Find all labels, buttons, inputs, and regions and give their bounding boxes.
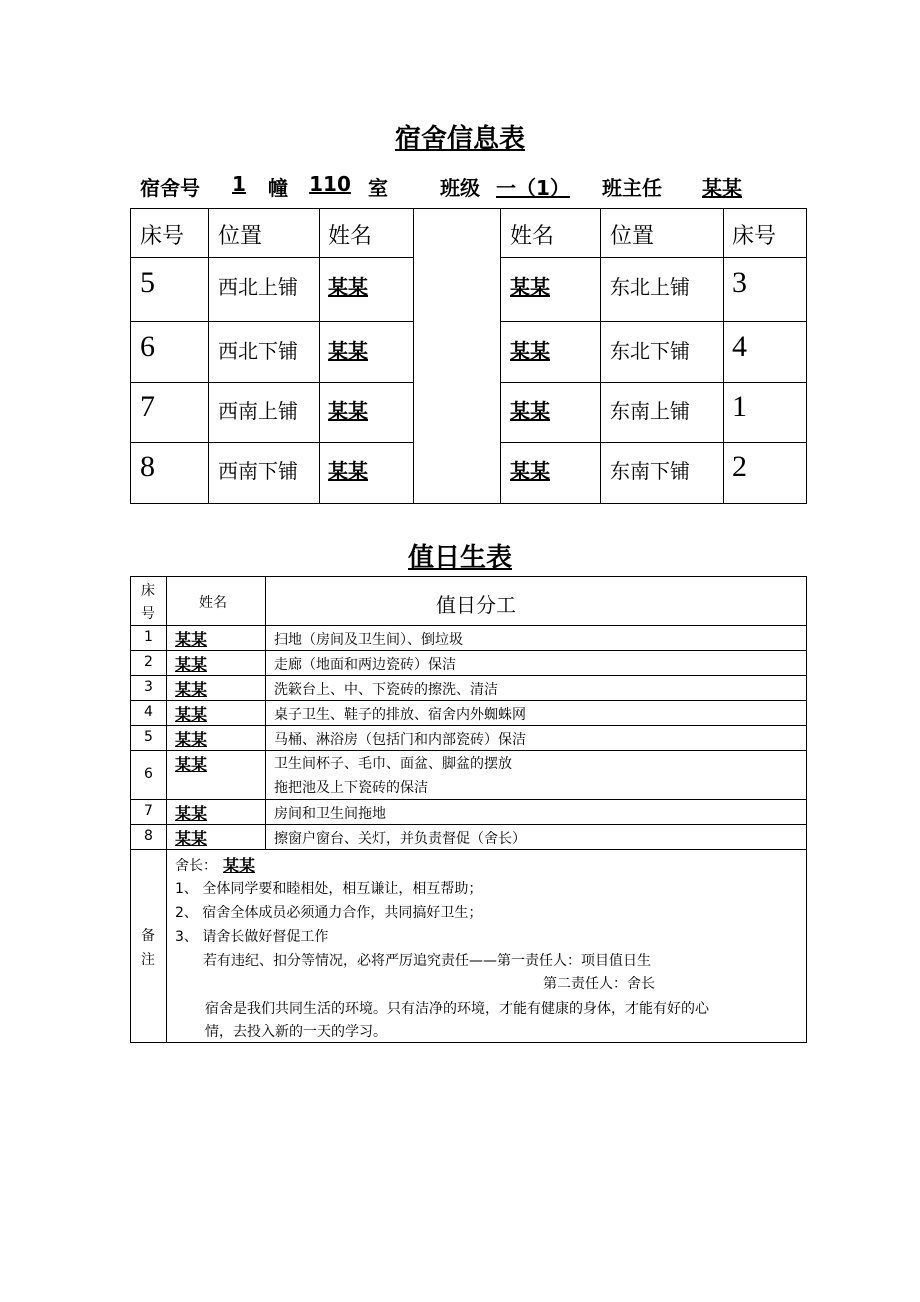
dorm-info-line	[140, 172, 820, 202]
header-position-right: 位置	[610, 224, 655, 249]
right-position-0: 东北上铺	[610, 275, 690, 299]
teacher-name: 某某	[702, 176, 742, 200]
duty-header-task: 值日分工	[436, 593, 516, 617]
left-bed-7: 7	[140, 390, 155, 423]
notes-label-2: 注	[141, 952, 155, 968]
left-name-1: 某某	[328, 339, 368, 363]
notes-line-5: 第二责任人：舍长	[543, 976, 655, 992]
room-number: 110	[309, 172, 351, 196]
header-bed-right: 床号	[732, 224, 777, 249]
duty-header-name: 姓名	[199, 595, 227, 611]
room-label: 宿舍号	[140, 176, 200, 200]
duty-bed: 8	[144, 828, 153, 844]
duty-bed: 3	[144, 679, 153, 695]
right-name-3: 某某	[510, 459, 550, 483]
notes-leader-name: 某某	[223, 856, 256, 875]
left-bed-6: 6	[140, 330, 155, 363]
duty-task: 走廊（地面和两边瓷砖）保洁	[274, 657, 456, 673]
duty-name: 某某	[175, 655, 208, 674]
class-label: 班级	[440, 176, 480, 200]
notes-line-2: 2、 宿舍全体成员必须通力合作，共同搞好卫生；	[175, 905, 483, 921]
right-bed-4: 4	[732, 330, 747, 363]
duty-bed: 6	[144, 766, 153, 782]
duty-bed: 5	[144, 729, 153, 745]
duty-task: 卫生间杯子、毛巾、面盆、脚盆的摆放	[274, 756, 512, 772]
right-name-1: 某某	[510, 339, 550, 363]
right-position-2: 东南上铺	[610, 399, 690, 423]
notes-line-1: 1、 全体同学要和睦相处，相互谦让，相互帮助；	[175, 881, 483, 897]
header-name-left: 姓名	[328, 224, 373, 249]
notes-line-4: 若有违纪、扣分等情况，必将严厉追究责任——第一责任人：项目值日生	[203, 953, 651, 969]
notes-line-3: 3、 请舍长做好督促工作	[175, 929, 329, 945]
left-bed-8: 8	[140, 450, 155, 483]
right-bed-3: 3	[732, 266, 747, 299]
left-position-1: 西北下铺	[218, 339, 298, 363]
duty-name: 某某	[175, 804, 208, 823]
duty-bed: 1	[144, 629, 153, 645]
left-name-2: 某某	[328, 399, 368, 423]
duty-name: 某某	[175, 680, 208, 699]
duty-task-line2: 拖把池及上下瓷砖的保洁	[274, 780, 428, 796]
duty-bed: 4	[144, 704, 153, 720]
right-name-0: 某某	[510, 275, 550, 299]
duty-task: 擦窗户窗台、关灯，并负责督促（舍长）	[274, 831, 526, 847]
left-position-0: 西北上铺	[218, 275, 298, 299]
right-bed-2: 2	[732, 450, 747, 483]
duty-task: 扫地（房间及卫生间）、倒垃圾	[274, 632, 463, 648]
header-name-right: 姓名	[510, 224, 555, 249]
duty-task: 房间和卫生间拖地	[274, 806, 386, 822]
room-suffix-label: 室	[368, 176, 388, 200]
duty-name: 某某	[175, 829, 208, 848]
header-bed-left: 床号	[140, 224, 185, 249]
notes-line-6: 宿舍是我们共同生活的环境。只有洁净的环境，才能有健康的身体，才能有好的心	[205, 1001, 709, 1017]
left-name-0: 某某	[328, 275, 368, 299]
building-label: 幢	[268, 176, 288, 200]
class-value: 一（1）	[496, 176, 570, 200]
duty-title: 值日生表	[407, 543, 512, 573]
notes-line-7: 情，去投入新的一天的学习。	[205, 1024, 387, 1040]
building-number: 1	[232, 172, 246, 196]
right-position-1: 东北下铺	[610, 339, 690, 363]
duty-task: 马桶、淋浴房（包括门和内部瓷砖）保洁	[274, 732, 526, 748]
left-position-3: 西南下铺	[218, 459, 298, 483]
duty-header-bed-2: 号	[141, 606, 155, 622]
duty-header-bed-1: 床	[141, 583, 155, 599]
teacher-label: 班主任	[602, 176, 662, 200]
left-position-2: 西南上铺	[218, 399, 298, 423]
right-name-2: 某某	[510, 399, 550, 423]
notes-label-1: 备	[141, 928, 155, 944]
duty-bed: 2	[144, 654, 153, 670]
dorm-info-title: 宿舍信息表	[394, 124, 525, 154]
notes-leader-label: 舍长：	[175, 858, 217, 874]
duty-task: 桌子卫生、鞋子的排放、宿舍内外蜘蛛网	[274, 707, 526, 723]
left-name-3: 某某	[328, 459, 368, 483]
duty-name: 某某	[175, 755, 208, 774]
header-position-left: 位置	[218, 224, 263, 249]
left-bed-5: 5	[140, 266, 155, 299]
duty-name: 某某	[175, 705, 208, 724]
right-position-3: 东南下铺	[610, 459, 690, 483]
duty-name: 某某	[175, 630, 208, 649]
right-bed-1: 1	[732, 390, 747, 423]
duty-name: 某某	[175, 730, 208, 749]
duty-task: 洗簌台上、中、下瓷砖的擦洗、清洁	[274, 682, 498, 698]
duty-bed: 7	[144, 803, 153, 819]
